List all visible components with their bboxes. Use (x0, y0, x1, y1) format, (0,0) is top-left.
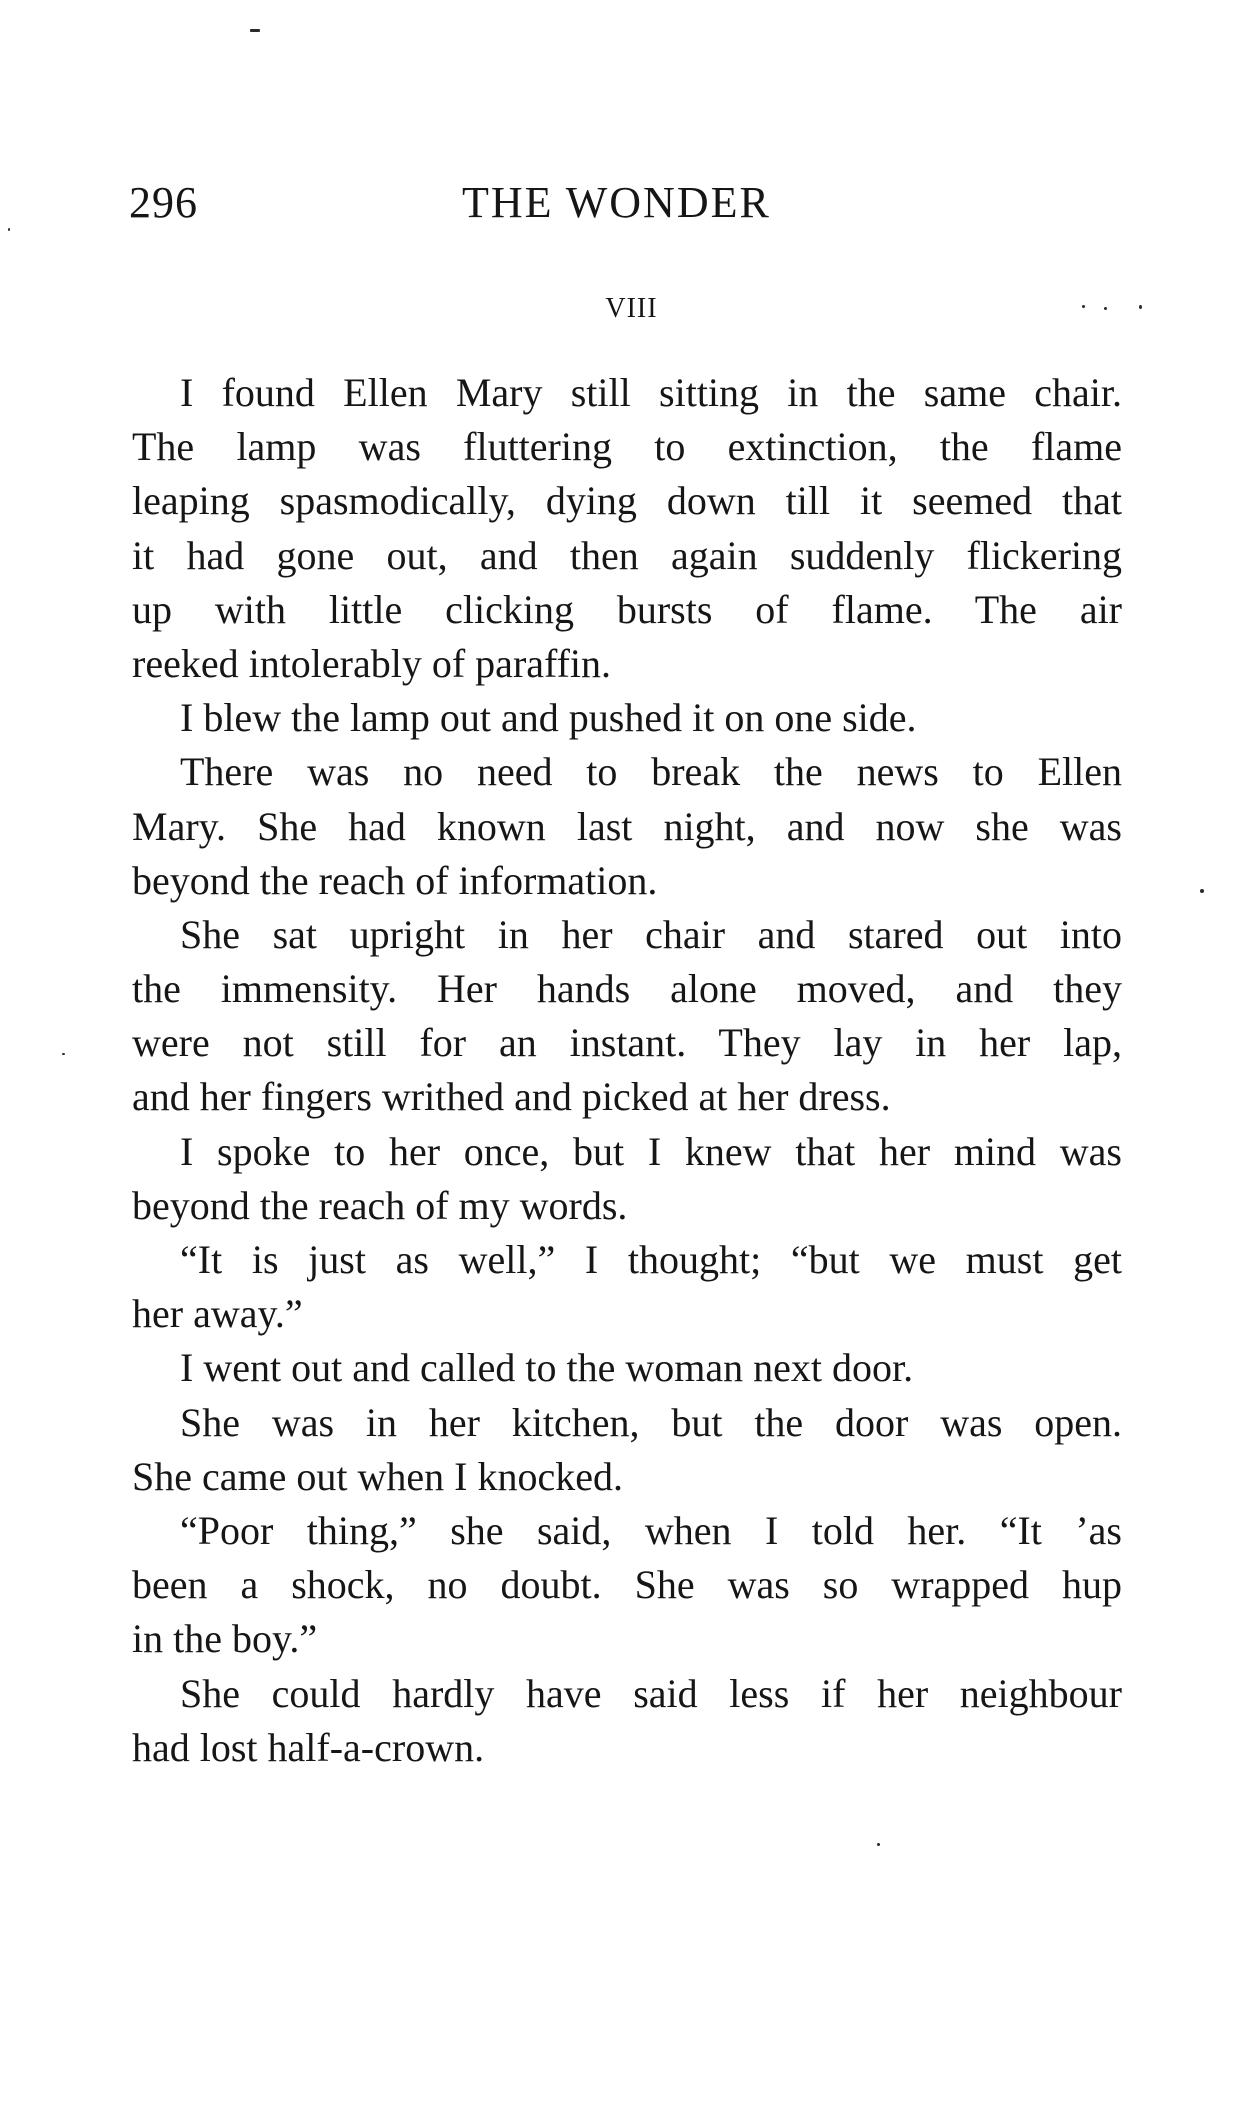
text-line: leaping spasmodically, dying down till it seemed that (132, 478, 1122, 524)
text-line: “Poor thing,” she said, when I told her. “It ’as (180, 1507, 1122, 1553)
text-line: were not still for an instant. They lay in her lap, (132, 1020, 1122, 1066)
text-line: Mary. She had known last night, and now she was (132, 803, 1122, 849)
body-text (132, 366, 1122, 1775)
text-line: She was in her kitchen, but the door was open. (180, 1399, 1122, 1445)
text-line: She could hardly have said less if her neighbour (180, 1670, 1122, 1716)
text-line: There was no need to break the news to Ellen (180, 749, 1122, 795)
text-line: it had gone out, and then again suddenly flickering (132, 532, 1122, 578)
text-line: the immensity. Her hands alone moved, and they (132, 966, 1122, 1012)
running-title: THE WONDER (462, 178, 771, 227)
scan-speck (250, 29, 260, 32)
text-line: The lamp was fluttering to extinction, the flame (132, 424, 1122, 470)
text-line: beyond the reach of my words. (132, 1182, 628, 1228)
text-line: I blew the lamp out and pushed it on one side. (180, 695, 917, 741)
text-line: and her fingers writhed and picked at her dress. (132, 1074, 891, 1120)
text-line: She sat upright in her chair and stared out into (180, 911, 1122, 957)
scan-speck (1200, 889, 1204, 893)
text-line: beyond the reach of information. (132, 857, 658, 903)
scan-speck (62, 1053, 65, 1055)
text-line: I found Ellen Mary still sitting in the same chair. (180, 370, 1122, 415)
text-line: up with little clicking bursts of flame. The air (132, 586, 1122, 632)
text-line: had lost half-a-crown. (132, 1724, 485, 1770)
scan-speck (1139, 305, 1142, 309)
text-line: I went out and called to the woman next door. (180, 1345, 914, 1391)
scan-speck (1082, 305, 1085, 308)
section-numeral: VIII (605, 293, 658, 324)
text-line: “It is just as well,” I thought; “but we must get (180, 1237, 1122, 1282)
text-line: She came out when I knocked. (132, 1453, 623, 1499)
text-line: reeked intolerably of paraffin. (132, 640, 612, 686)
scan-speck (8, 228, 10, 231)
text-line: I spoke to her once, but I knew that her mind was (180, 1128, 1122, 1174)
scan-speck (877, 1843, 880, 1846)
text-line: in the boy.” (132, 1616, 318, 1662)
text-line: been a shock, no doubt. She was so wrapped hup (132, 1562, 1122, 1608)
text-line: her away.” (132, 1291, 303, 1337)
page-number: 296 (129, 178, 198, 227)
scan-speck (1104, 307, 1107, 310)
